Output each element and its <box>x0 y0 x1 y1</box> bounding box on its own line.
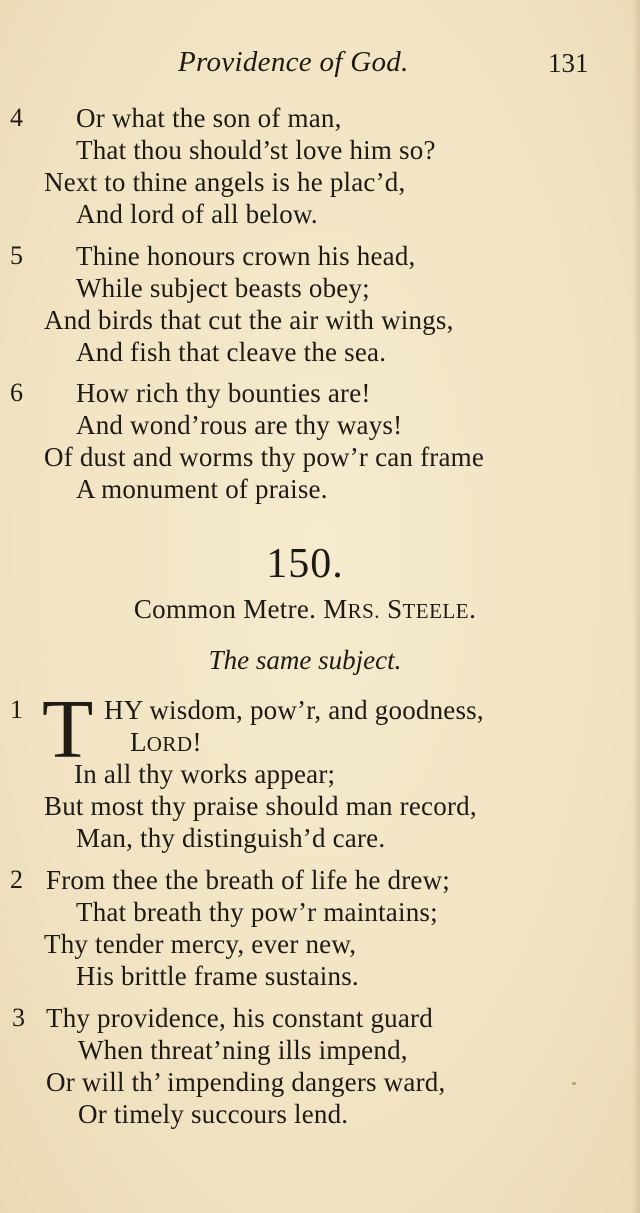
verse-line: From thee the breath of life he drew; <box>46 865 451 895</box>
author-name: MRS. STEELE. <box>323 594 477 624</box>
verse-line: That thou should’st love him so? <box>76 135 436 165</box>
verse-line: That breath thy pow’r maintains; <box>76 897 438 927</box>
paper-speck <box>572 1082 576 1085</box>
verse-number: 2 <box>10 865 23 894</box>
verse-line: Thine honours crown his head, <box>76 241 416 271</box>
verse-number: 1 <box>10 695 23 724</box>
verse-line: While subject beasts obey; <box>76 273 370 303</box>
verse-line: HY wisdom, pow’r, and goodness, <box>104 695 484 725</box>
verse-line: Next to thine angels is he plac’d, <box>44 167 406 197</box>
verse-line: Or timely succours lend. <box>78 1099 349 1129</box>
verse-line: Of dust and worms thy pow’r can frame <box>44 442 485 472</box>
hymn-meter-author <box>0 594 610 625</box>
page-number: 131 <box>548 48 589 78</box>
verse-line: How rich thy bounties are! <box>76 378 371 408</box>
verse-line: In all thy works appear; <box>74 759 336 789</box>
verse-line: And birds that cut the air with wings, <box>44 305 454 335</box>
verse-line: And wond’rous are thy ways! <box>76 410 403 440</box>
verse-line: His brittle frame sustains. <box>76 961 359 991</box>
verse-line: And lord of all below. <box>76 199 318 229</box>
verse-line: But most thy praise should man record, <box>44 791 477 821</box>
verse-line: Thy tender mercy, ever new, <box>44 929 357 959</box>
verse-line: When threat’ning ills impend, <box>78 1035 408 1065</box>
verse-line: And fish that cleave the sea. <box>76 337 387 367</box>
drop-cap: T <box>42 683 92 776</box>
verse-line: Man, thy distinguish’d care. <box>76 823 386 853</box>
verse-number: 4 <box>10 103 23 132</box>
verse-number: 6 <box>10 378 23 407</box>
verse-line: Or will th’ impending dangers ward, <box>46 1067 446 1097</box>
hymn-subject: The same subject. <box>208 645 402 675</box>
verse-line: A monument of praise. <box>76 474 328 504</box>
hymn-number: 150. <box>266 541 344 587</box>
verse-line-lord: LORD! <box>130 727 202 757</box>
running-title: Providence of God. <box>178 46 409 78</box>
meter-label: Common Metre. <box>133 594 317 624</box>
verse-number: 5 <box>10 241 23 270</box>
page-header <box>0 46 640 86</box>
verse-line: Thy providence, his constant guard <box>46 1003 433 1033</box>
verse-number: 3 <box>12 1003 25 1032</box>
verse-line: Or what the son of man, <box>76 103 342 133</box>
page-edge-shadow <box>632 0 640 1213</box>
